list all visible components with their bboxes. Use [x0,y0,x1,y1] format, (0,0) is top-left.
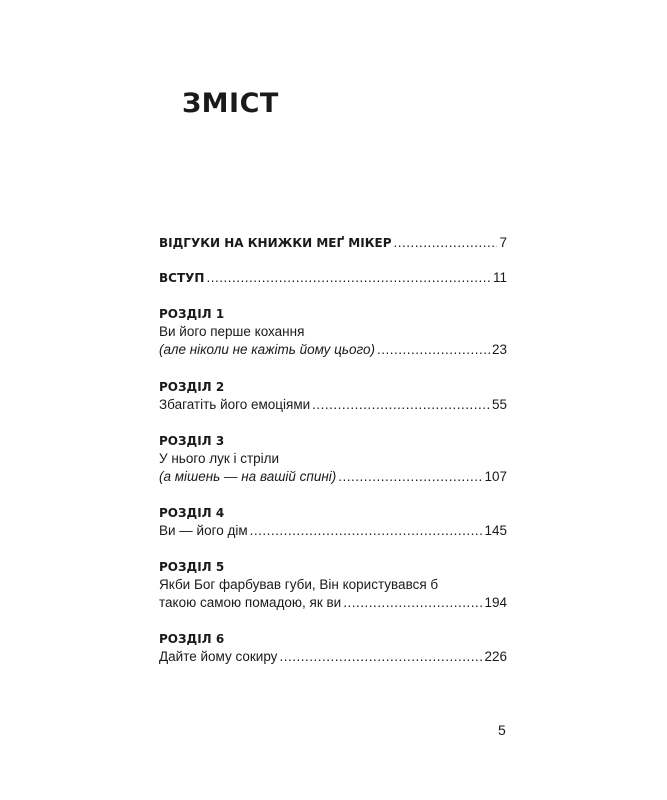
dot-leader [206,269,491,287]
toc-entry-chapter-2 [159,378,507,414]
toc-heading: ВІДГУКИ НА КНИЖКИ МЕҐ МІКЕР [159,236,392,250]
toc-chapter-title-cont: такою самою помадою, як ви [159,595,342,610]
dot-leader [394,234,498,252]
toc-heading: ВСТУП [159,271,205,285]
toc-line [159,522,507,540]
dot-leader [279,648,482,666]
toc-page-number: 226 [484,649,507,664]
toc-line [159,269,507,287]
page-title: ЗМІСТ [182,88,279,119]
toc-page-number: 7 [499,235,507,250]
toc-heading: РОЗДІЛ 2 [159,380,225,394]
toc-chapter-title: Збагатіть його емоціями [159,397,311,412]
toc-entry-chapter-5 [159,558,507,612]
toc-heading: РОЗДІЛ 1 [159,307,225,321]
toc-heading: РОЗДІЛ 4 [159,506,225,520]
toc-chapter-title: Ви — його дім [159,523,248,538]
toc-page-number: 107 [484,469,507,484]
toc-line [159,341,507,359]
toc-entry-intro [159,269,507,287]
toc-entry-reviews [159,234,507,252]
dot-leader [312,396,490,414]
folio-page-number: 5 [498,722,506,738]
toc-page-number: 11 [492,270,507,285]
toc-chapter-title: У нього лук і стріли [159,451,280,466]
toc-heading: РОЗДІЛ 5 [159,560,225,574]
toc-page-number: 55 [491,397,507,412]
toc-chapter-title: Ви його перше кохання [159,324,305,339]
dot-leader [338,468,482,486]
toc-heading: РОЗДІЛ 3 [159,434,225,448]
toc-entry-chapter-1 [159,305,507,359]
toc-line [159,594,507,612]
toc-entry-chapter-3 [159,432,507,486]
dot-leader [343,594,482,612]
toc-line [159,234,507,252]
toc-chapter-subtitle: (але ніколи не кажіть йому цього) [159,342,376,357]
toc-page-number: 145 [484,523,507,538]
toc-line [159,396,507,414]
toc-chapter-title: Дайте йому сокиру [159,649,278,664]
toc-line [159,468,507,486]
toc-chapter-title: Якби Бог фарбував губи, Він користувався б [159,577,439,592]
toc-page-number: 23 [491,342,507,357]
dot-leader [250,522,483,540]
toc-chapter-subtitle: (а мішень — на вашій спині) [159,469,337,484]
dot-leader [377,341,490,359]
toc-line [159,648,507,666]
toc-page-number: 194 [484,595,507,610]
toc-heading: РОЗДІЛ 6 [159,632,225,646]
toc-entry-chapter-6 [159,630,507,666]
toc-entry-chapter-4 [159,504,507,540]
